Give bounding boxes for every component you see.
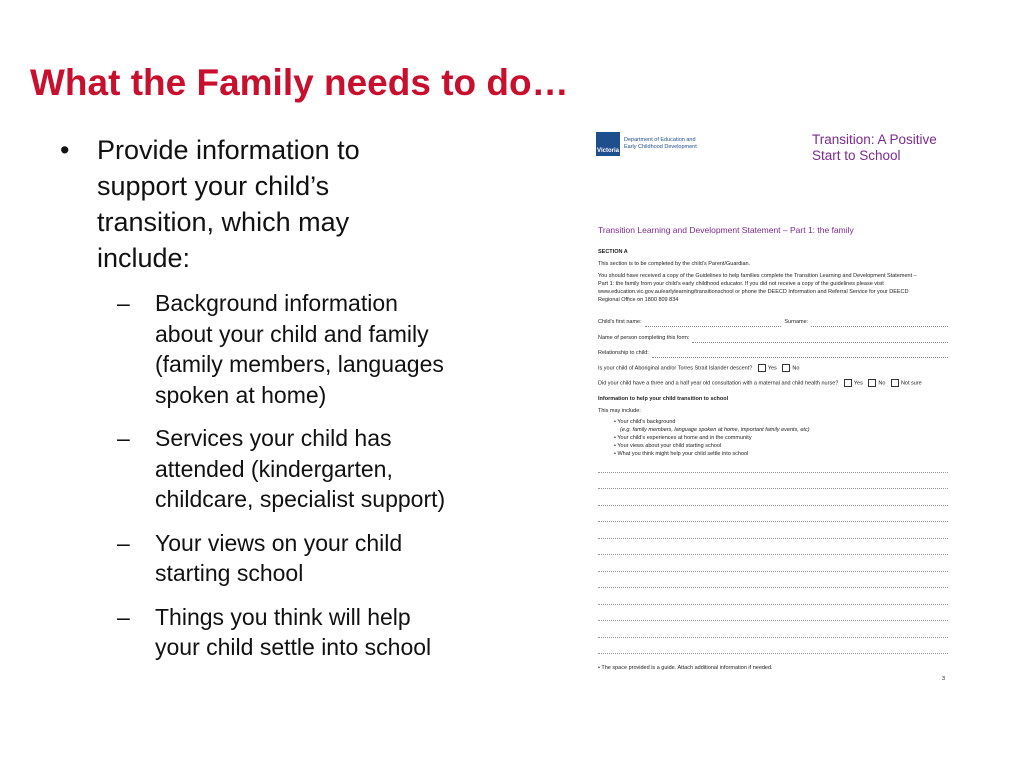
writing-line [598, 505, 948, 506]
relationship-field [652, 351, 948, 358]
main-bullet-line: Provide information to [97, 135, 360, 165]
department-name: Department of Education and Early Childhood Development [624, 137, 697, 150]
sub-bullet-line: starting school [155, 560, 304, 586]
writing-line [598, 571, 948, 572]
para-line: Part 1: the family from your child’s early childhood educator. If you did not receive a copy of the guidelines please visit [598, 281, 884, 287]
dash-marker: – [117, 425, 130, 451]
first-name-field [645, 320, 782, 327]
bullet-marker: • [60, 135, 70, 165]
slide-title: What the Family needs to do… [30, 62, 569, 103]
doc-bullet: • Your child’s background [614, 419, 676, 425]
writing-line [598, 620, 948, 621]
info-heading: Information to help your child transition to school [598, 396, 729, 402]
writing-line [598, 554, 948, 555]
writing-line [598, 637, 948, 638]
intro-text: This section is to be completed by the child’s Parent/Guardian. [598, 261, 751, 267]
para-line: Regional Office on 1800 809 834 [598, 297, 679, 303]
main-bullet-line: support your child’s [97, 171, 330, 201]
aboriginal-question: Is your child of Aboriginal and/or Torres Strait Islander descent? [598, 365, 753, 372]
para-line: You should have received a copy of the Guidelines to help families complete the Transition Learning and Development Statement – [598, 273, 917, 279]
doc-brand-title: Transition: A Positive Start to School [812, 132, 937, 163]
sub-bullet-line: Your views on your child [155, 529, 403, 556]
not-sure-checkbox [891, 379, 899, 387]
main-bullet [60, 132, 530, 276]
yes-label: Yes [853, 380, 863, 387]
no-checkbox [868, 379, 876, 387]
nurse-row [598, 379, 922, 388]
sub-bullet-line: your child settle into school [155, 634, 432, 660]
sub-bullet-help [60, 602, 530, 663]
footnote: • The space provided is a guide. Attach additional information if needed. [598, 665, 773, 671]
doc-bullet: (e.g. family members, language spoken at home, important family events, etc) [620, 427, 810, 433]
sub-bullet-views [60, 528, 530, 589]
writing-line [598, 538, 948, 539]
relationship-label: Relationship to child: [598, 350, 649, 356]
no-label: No [792, 365, 800, 372]
writing-line [598, 472, 948, 473]
sub-bullet-background [60, 288, 530, 410]
aboriginal-row [598, 364, 799, 373]
writing-line [598, 653, 948, 654]
sub-bullet-line: about your child and family [155, 320, 429, 347]
form-thumbnail [584, 124, 958, 694]
victoria-logo: Victoria [596, 132, 620, 156]
doc-bullet: • Your views about your child starting school [614, 443, 722, 449]
sub-bullet-line: childcare, specialist support) [155, 486, 446, 512]
sub-bullet-services [60, 423, 530, 515]
completing-label: Name of person completing this form: [598, 335, 690, 341]
writing-line [598, 521, 948, 522]
sub-bullet-line: Things you think will help [155, 603, 411, 630]
writing-line [598, 488, 948, 489]
surname-label: Surname: [784, 319, 809, 325]
not-sure-label: Not sure [900, 380, 922, 387]
dash-marker: – [117, 290, 130, 316]
doc-bullet: • What you think might help your child settle into school [614, 451, 749, 457]
page-number: 3 [942, 676, 946, 682]
section-label: SECTION A [598, 249, 628, 255]
main-bullet-line: transition, which may [97, 207, 350, 237]
nurse-question: Did your child have a three and a half year old consultation with a maternal and child health nurse? [598, 380, 839, 387]
first-name-label: Child’s first name: [598, 319, 642, 325]
first-name-row [598, 319, 948, 327]
dash-marker: – [117, 529, 130, 556]
sub-bullet-line: (family members, languages [155, 351, 444, 377]
doc-heading: Transition Learning and Development Statement – Part 1: the family [598, 225, 854, 235]
yes-label: Yes [767, 365, 777, 372]
dash-marker: – [117, 603, 130, 630]
sub-bullet-line: Services your child has [155, 425, 392, 451]
sub-bullet-line: spoken at home) [155, 381, 327, 408]
writing-line [598, 587, 948, 588]
no-label: No [878, 380, 886, 387]
para-line: www.education.vic.gov.au/earlylearning/transitionschool or phone the DEECD Information and Referral Service for your DEECD [598, 289, 909, 295]
sub-bullet-line: Background information [155, 290, 398, 316]
writing-line [598, 604, 948, 605]
sub-bullet-list [60, 288, 530, 663]
no-checkbox [782, 364, 790, 372]
yes-checkbox [844, 379, 852, 387]
surname-field [811, 320, 948, 327]
completing-row [598, 335, 948, 343]
sub-bullet-line: attended (kindergarten, [155, 455, 393, 482]
main-bullet-line: include: [97, 243, 191, 273]
yes-checkbox [758, 364, 766, 372]
relationship-row [598, 350, 948, 358]
bullet-list [60, 132, 530, 676]
completing-field [692, 336, 948, 343]
doc-bullet: • Your child’s experiences at home and in the community [614, 435, 752, 441]
may-include: This may include: [598, 408, 641, 414]
